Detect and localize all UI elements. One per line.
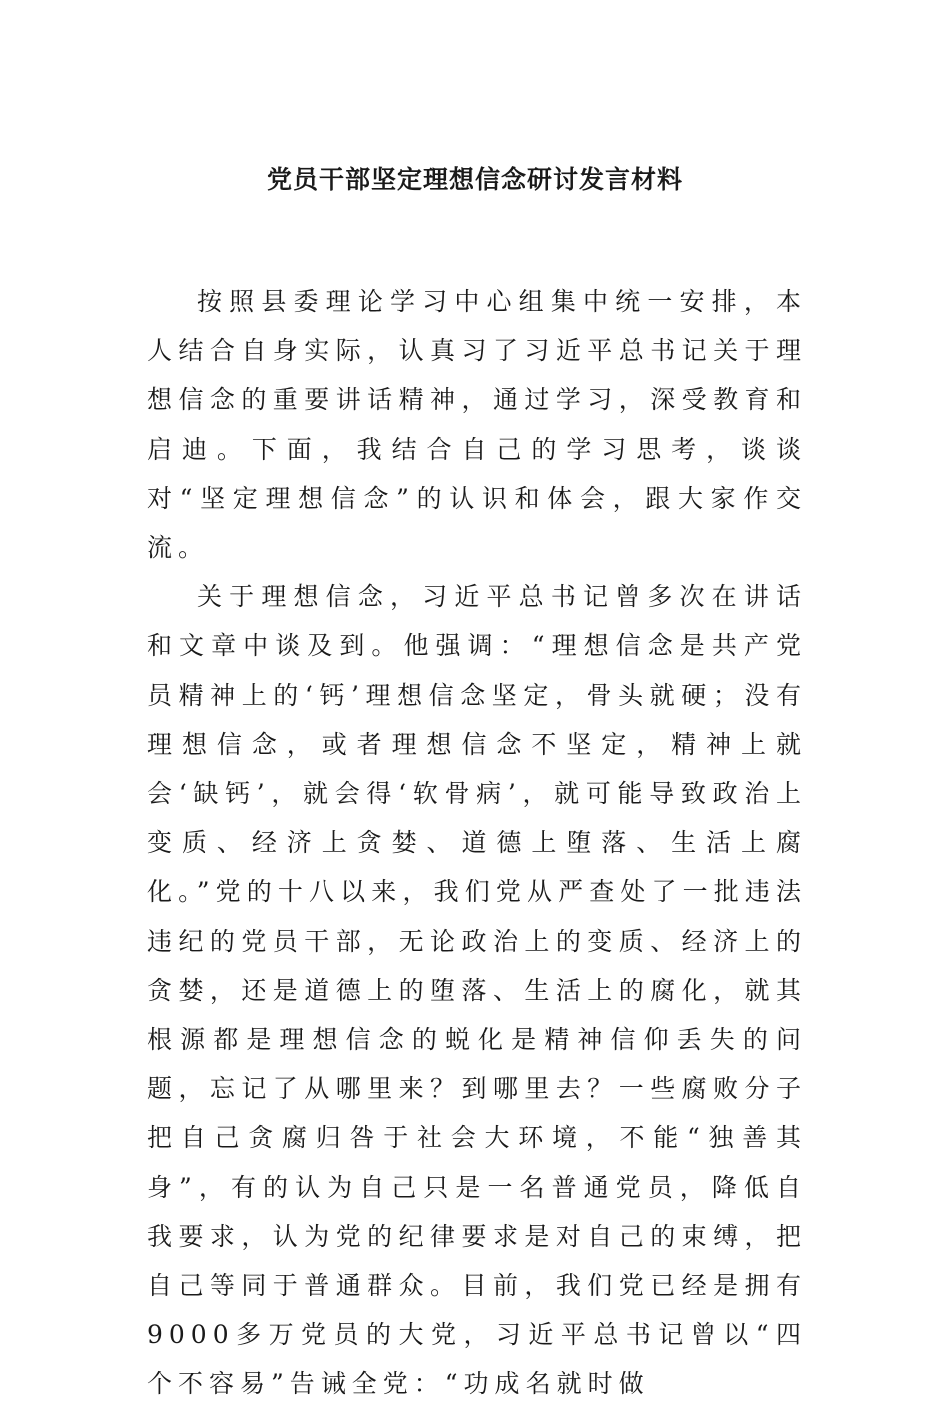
paragraph-1: 按照县委理论学习中心组集中统一安排，本人结合自身实际，认真习了习近平总书记关于理想信念的重要讲话精神，通过学习，深受教育和启迪。下面，我结合自己的学习思考，谈谈对“坚定理想信念”的认识和体会，跟大家作交流。 xyxy=(147,287,807,563)
document-title: 党员干部坚定理想信念研讨发言材料 xyxy=(266,165,683,194)
paragraph-2: 关于理想信念，习近平总书记曾多次在讲话和文章中谈及到。他强调：“理想信念是共产党员精神上的‘钙’理想信念坚定，骨头就硬；没有理想信念，或者理想信念不坚定，精神上就会‘缺钙’，就会得‘软骨病’，就可能导致政治上变质、经济上贪婪、道德上堕落、生活上腐化。”党的十八以来，我们党从严查处了一批违法违纪的党员干部，无论政治上的变质、经济上的贪婪，还是道德上的堕落、生活上的腐化，就其根源都是理想信念的蜕化是精神信仰丢失的问题，忘记了从哪里来？到哪里去？一些腐败分子把自己贪腐归咎于社会大环境，不能“独善其身”，有的认为自己只是一名普通党员，降低自我要求，认为党的纪律要求是对自己的束缚，把自己等同于普通群众。目前，我们党已经是拥有9000多万党员的大党，习近平总书记曾以“四个不容易”告诫全党：“功成名就时做 xyxy=(147,582,807,1399)
document-body xyxy=(147,277,807,1409)
